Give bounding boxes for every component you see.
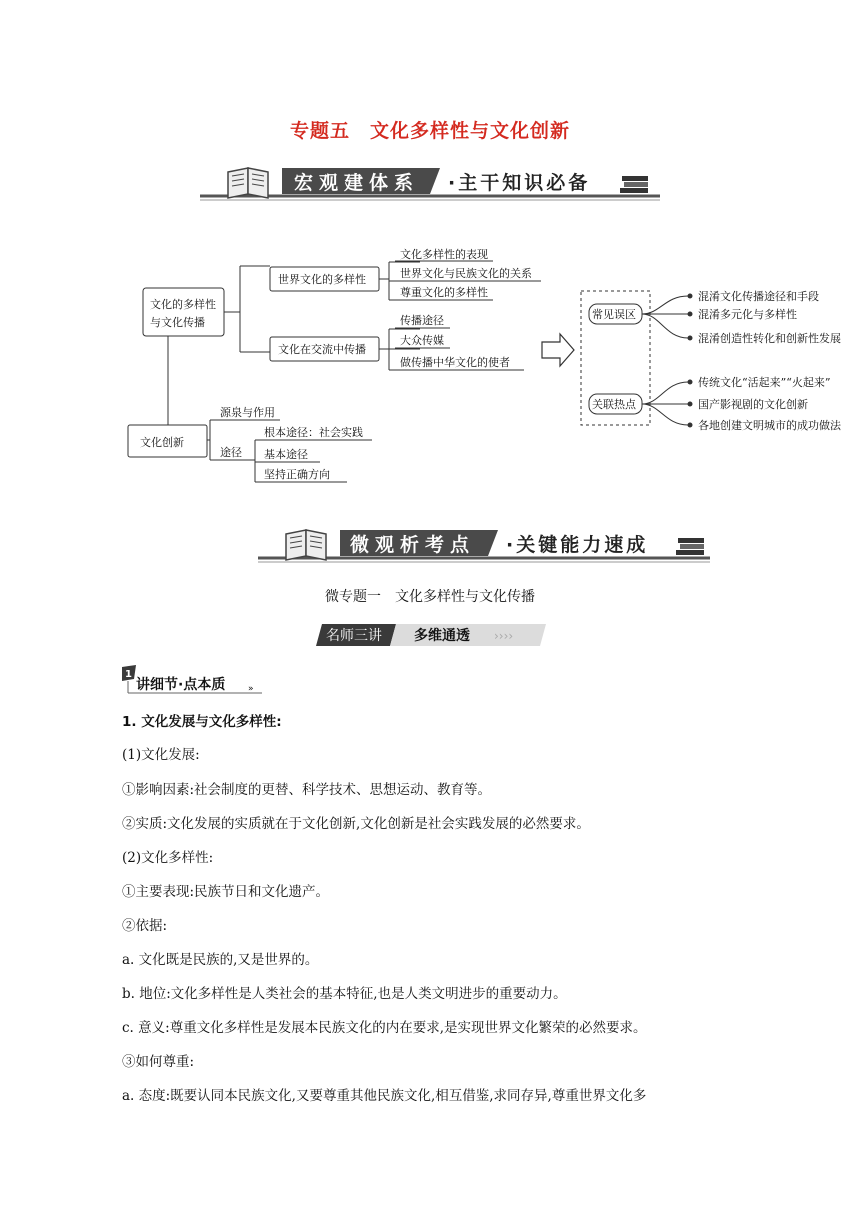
mm-world: 世界文化的多样性 [278,273,366,286]
mm-mistakes: 常见误区 [592,308,636,321]
section-banner-micro [258,526,718,568]
mind-map [0,0,860,500]
mm-hot: 关联热点 [592,398,636,411]
mm-innov-path: 途径 [220,446,242,459]
mm-world-item: 文化多样性的表现 [400,248,488,261]
body-line: ③如何尊重: [122,1054,195,1070]
mm-world-item: 世界文化与民族文化的关系 [400,267,532,280]
mm-exchange-item: 传播途径 [400,314,444,327]
mm-exchange-item: 做传播中华文化的使者 [400,356,510,369]
body-line: ②依据: [122,918,168,934]
body-line: ②实质:文化发展的实质就在于文化创新,文化创新是社会实践发展的必然要求。 [122,816,590,832]
banner-left-text: 微观析考点 [350,534,476,556]
double-chevron-icon: » [248,684,254,694]
section-heading [122,665,302,695]
arrow-right-icon [542,334,574,366]
mm-innov-source: 源泉与作用 [220,406,275,419]
mm-mistake-item: 混淆多元化与多样性 [698,308,797,321]
body-line: a. 态度:既要认同本民族文化,又要尊重其他民族文化,相互借鉴,求同存异,尊重世界文化多 [122,1088,647,1104]
stacked-books-icon [676,538,704,555]
body-line: ①主要表现:民族节日和文化遗产。 [122,884,330,900]
banner-left-text: 宏观建体系 [294,172,420,194]
mm-innovation: 文化创新 [140,436,184,449]
mm-root-line2: 与文化传播 [150,316,205,329]
mm-innov-item: 坚持正确方向 [264,468,330,481]
mm-innov-item: 根本途径：社会实践 [264,426,363,439]
mm-mistake-item: 混淆创造性转化和创新性发展 [698,332,841,345]
mm-exchange: 文化在交流中传播 [278,343,366,356]
micro-topic-title: 微专题一 文化多样性与文化传播 [325,589,535,605]
teacher-tag [316,624,546,646]
mm-world-item: 尊重文化的多样性 [400,286,488,299]
mm-hot-item: 各地创建文明城市的成功做法 [698,419,841,432]
body-line: ①影响因素:社会制度的更替、科学技术、思想运动、教育等。 [122,782,492,798]
mm-innov-item: 基本途径 [264,448,308,461]
body-line: a. 文化既是民族的,又是世界的。 [122,952,319,968]
body-line: (1)文化发展: [122,747,200,763]
mm-mistake-item: 混淆文化传播途径和手段 [698,290,819,303]
mm-root-line1: 文化的多样性 [150,298,216,311]
body-line: c. 意义:尊重文化多样性是发展本民族文化的内在要求,是实现世界文化繁荣的必然要求。 [122,1020,647,1036]
mm-hot-item: 传统文化“活起来”“火起来” [698,376,831,389]
page-title: 专题五 文化多样性与文化创新 [289,120,570,142]
chevrons-icon: ›››› [494,629,514,643]
mm-exchange-item: 大众传媒 [400,334,444,347]
section-marker: 1 [125,669,132,680]
mm-hot-item: 国产影视剧的文化创新 [698,398,808,411]
banner-right-text: ·主干知识必备 [448,172,591,194]
body-line: (2)文化多样性: [122,850,214,866]
tag-left-text: 名师三讲 [326,628,382,644]
body-line: b. 地位:文化多样性是人类社会的基本特征,也是人类文明进步的重要动力。 [122,986,567,1002]
book-icon [286,530,326,560]
section-heading-text: 讲细节·点本质 [136,677,226,693]
banner-right-text: ·关键能力速成 [506,534,649,556]
tag-right-text: 多维通透 [414,628,470,644]
body-line: 1. 文化发展与文化多样性: [122,714,282,730]
